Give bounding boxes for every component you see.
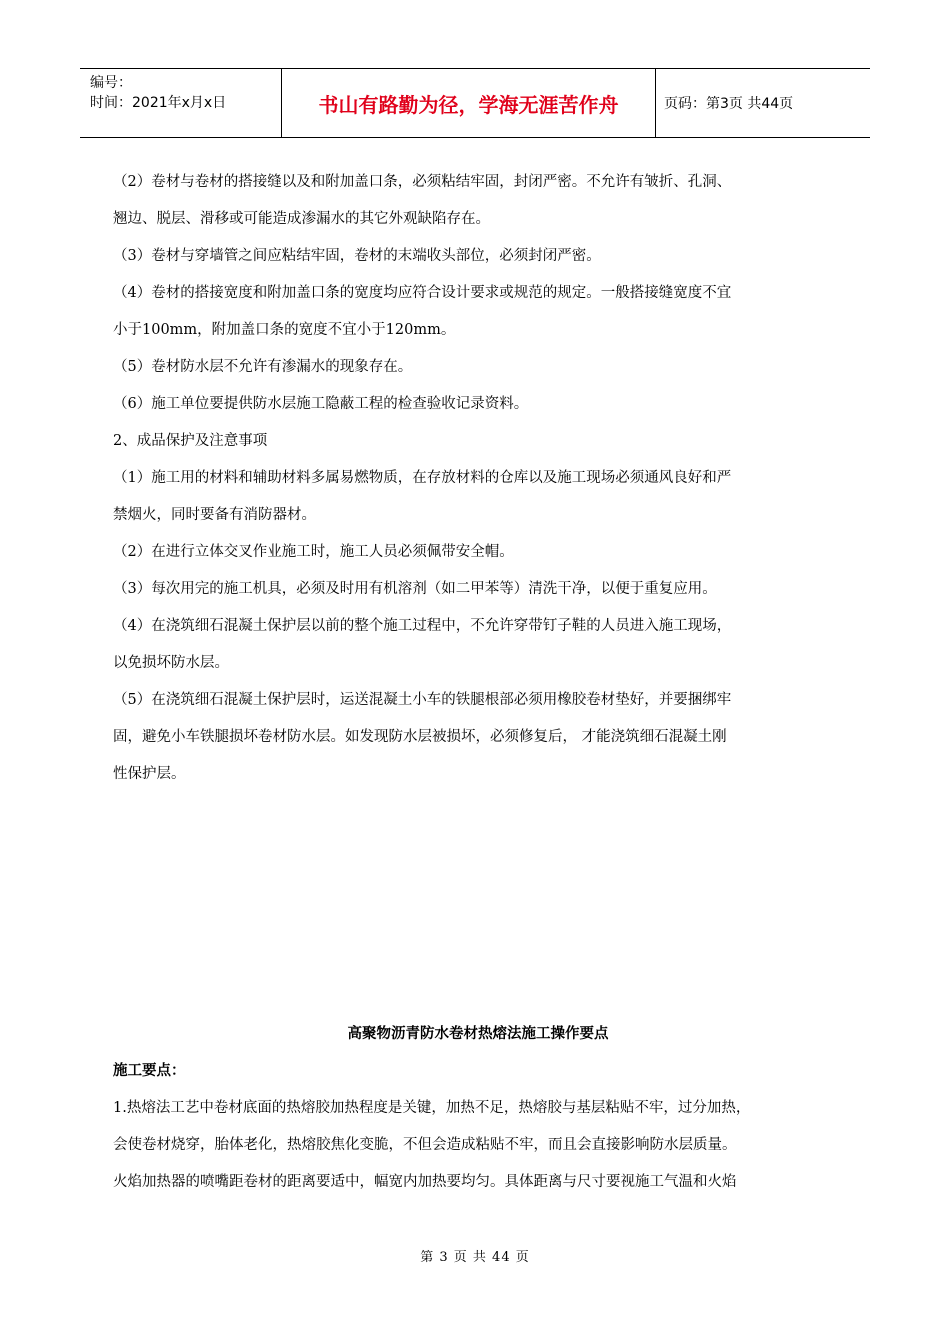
- paragraph-line: 固，避免小车铁腿损坏卷材防水层。如发现防水层被损坏，必须修复后， 才能浇筑细石混凝土刚: [113, 729, 727, 745]
- header-time: 时间：2021年x月x日: [90, 95, 227, 111]
- section-heading: 2、成品保护及注意事项: [113, 433, 268, 449]
- section2: [113, 1020, 843, 1205]
- paragraph-line: （5）卷材防水层不允许有渗漏水的现象存在。: [113, 359, 413, 375]
- paragraph-line: 会使卷材烧穿，胎体老化，热熔胶焦化变脆，不但会造成粘贴不牢，而且会直接影响防水层质量。: [113, 1137, 737, 1153]
- paragraph-line: 1.热熔法工艺中卷材底面的热熔胶加热程度是关键，加热不足，热熔胶与基层粘贴不牢，过分加热，: [113, 1100, 751, 1116]
- section-title: 高聚物沥青防水卷材热熔法施工操作要点: [347, 1025, 609, 1042]
- document-header: [80, 68, 870, 138]
- header-motto: 书山有路勤为径，学海无涯苦作舟: [282, 69, 656, 137]
- paragraph-line: （1）施工用的材料和辅助材料多属易燃物质，在存放材料的仓库以及施工现场必须通风良好和严: [113, 470, 732, 486]
- paragraph-line: 翘边、脱层、滑移或可能造成渗漏水的其它外观缺陷存在。: [113, 211, 490, 227]
- paragraph-line: 性保护层。: [113, 766, 186, 782]
- paragraph-line: （3）每次用完的施工机具，必须及时用有机溶剂（如二甲苯等）清洗干净，以便于重复应用。: [113, 581, 717, 597]
- document-body: [113, 168, 843, 1205]
- paragraph-line: （4）在浇筑细石混凝土保护层以前的整个施工过程中，不允许穿带钉子鞋的人员进入施工现场，: [113, 618, 732, 634]
- header-page: 页码：第3页 共44页: [664, 96, 794, 112]
- subheading: 施工要点：: [113, 1062, 186, 1079]
- paragraph-line: （3）卷材与穿墙管之间应粘结牢固，卷材的末端收头部位，必须封闭严密。: [113, 248, 601, 264]
- paragraph-line: 禁烟火，同时要备有消防器材。: [113, 507, 316, 523]
- header-meta: [80, 69, 282, 137]
- paragraph-line: （5）在浇筑细石混凝土保护层时，运送混凝土小车的铁腿根部必须用橡胶卷材垫好，并要捆绑牢: [113, 692, 732, 708]
- paragraph-line: （6）施工单位要提供防水层施工隐蔽工程的检查验收记录资料。: [113, 396, 529, 412]
- header-number: 编号：: [90, 75, 132, 91]
- section1: [113, 168, 843, 797]
- paragraph-line: （2）在进行立体交叉作业施工时，施工人员必须佩带安全帽。: [113, 544, 514, 560]
- paragraph-line: 火焰加热器的喷嘴距卷材的距离要适中，幅宽内加热要均匀。具体距离与尺寸要视施工气温和火焰: [113, 1174, 737, 1190]
- page-footer: 第 3 页 共 44 页: [420, 1250, 530, 1265]
- paragraph-line: 以免损坏防水层。: [113, 655, 229, 671]
- blank-space: [113, 797, 843, 1020]
- paragraph-line: （4）卷材的搭接宽度和附加盖口条的宽度均应符合设计要求或规范的规定。一般搭接缝宽度不宜: [113, 285, 732, 301]
- paragraph-line: 小于100mm，附加盖口条的宽度不宜小于120mm。: [113, 322, 456, 338]
- paragraph-line: （2）卷材与卷材的搭接缝以及和附加盖口条，必须粘结牢固，封闭严密。不允许有皱折、孔洞、: [113, 174, 732, 190]
